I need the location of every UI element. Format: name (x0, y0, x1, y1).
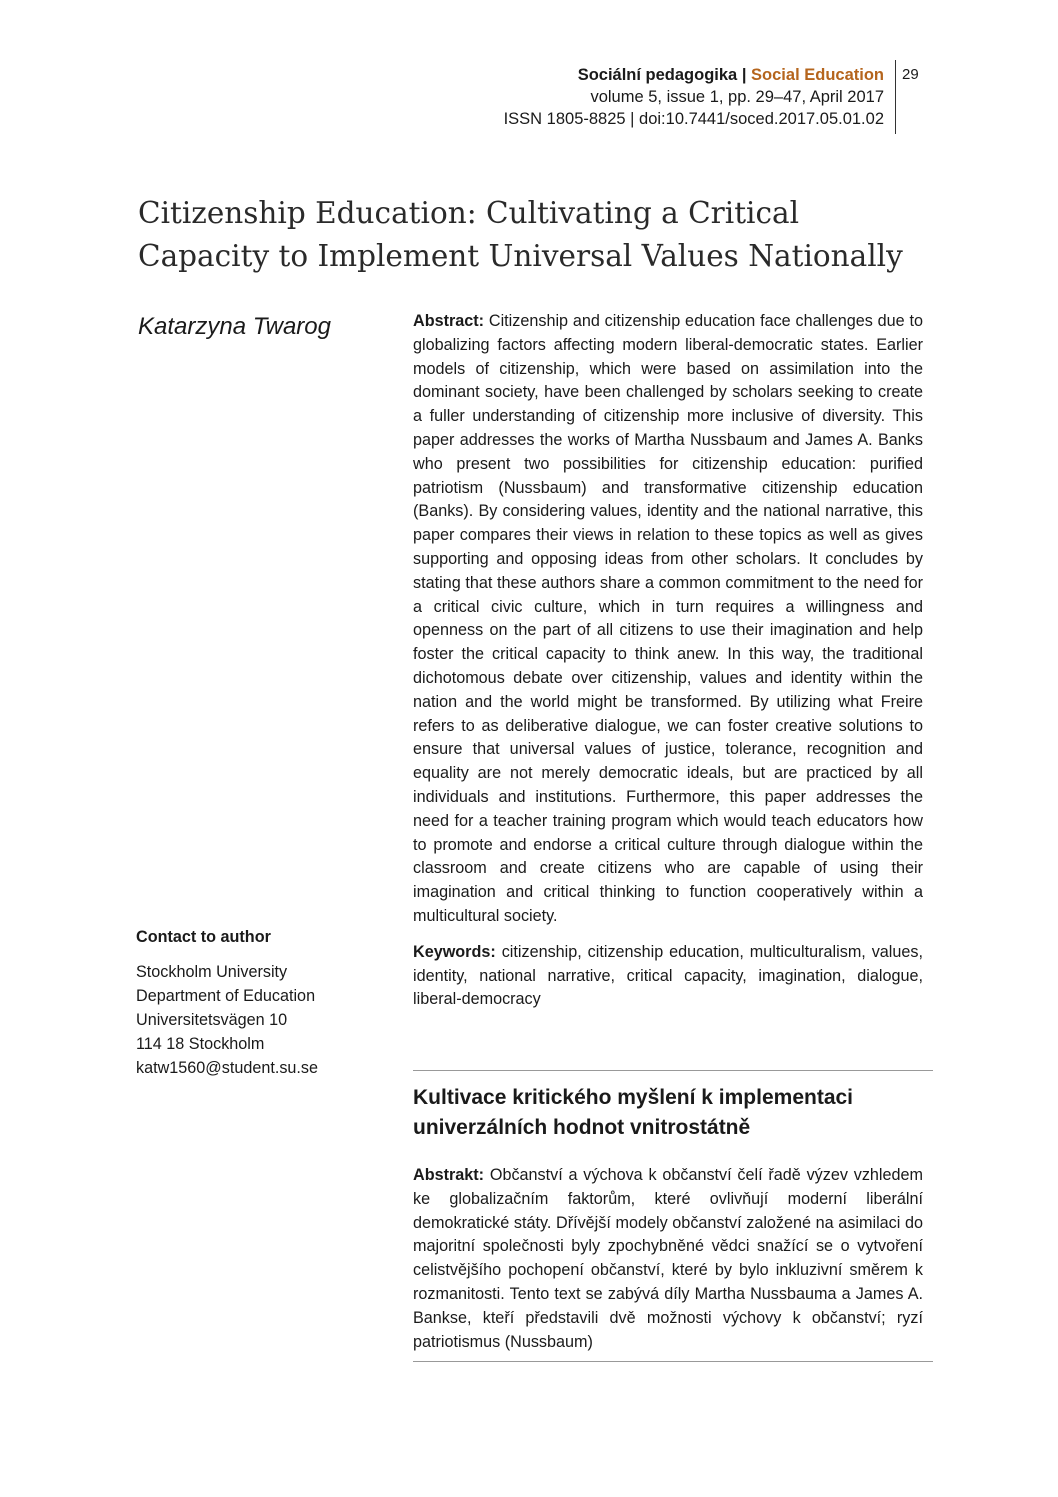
keywords-divider (413, 1070, 933, 1071)
journal-header (504, 64, 884, 130)
contact-university: Stockholm University (136, 963, 288, 981)
journal-name-line (504, 64, 884, 86)
keywords-text: citizenship, citizenship education, multiculturalism, values, identity, national narrative, critical capacity, imagination, dialogue, liberal-democracy (413, 942, 924, 1009)
contact-city: 114 18 Stockholm (136, 1035, 265, 1053)
abstract-section (413, 310, 923, 1012)
page-number: 29 (902, 66, 919, 83)
keywords-paragraph (413, 941, 923, 1012)
czech-abstract-text: Občanství a výchova k občanství čelí řadě výzev vzhledem ke globalizačním faktorům, které ovlivňují moderní liberální demokratické státy. Dřívější modely občanství založené na asimilaci do majoritní společnosti byly zpochybněné vědci snažící se o vytvoření celistvějšího pochopení občanství, které by bylo inkluzivní směrem k rozmanitosti. Tento text se zabývá díly Martha Nussbauma a James A. Bankse, kteří představili dvě možnosti výchovy k občanství; ryzí patriotismus (Nussbaum) (413, 1166, 924, 1351)
abstract-paragraph (413, 310, 923, 929)
contact-department: Department of Education (136, 987, 316, 1005)
contact-street: Universitetsvägen 10 (136, 1011, 288, 1029)
contact-email[interactable]: katw1560@student.su.se (136, 1059, 319, 1077)
author-name: Katarzyna Twarog (138, 313, 331, 340)
journal-title-separator: | (741, 66, 747, 84)
contact-heading: Contact to author (136, 928, 271, 946)
czech-abstract-divider (413, 1361, 933, 1362)
abstract-text: Citizenship and citizenship education face challenges due to globalizing factors affecting modern liberal-democratic states. Earlier models of citizenship, which were based on assimilation into the dominant society, have been challenged by scholars seeking to create a fuller understanding of citizenship more inclusive of diversity. This paper addresses the works of Martha Nussbaum and James A. Banks who present two possibilities for citizenship education: purified patriotism (Nussbaum) and transformative citizenship education (Banks). By considering values, identity and the national narrative, this paper compares their views in relation to these topics as well as gives supporting and opposing ideas from other scholars. It concludes by stating that these authors share a common commitment to the need for a critical civic culture, which in turn requires a willingness and openness on the part of all citizens to use their imagination and help foster the critical capacity to think anew. In this way, the traditional dichotomous debate over citizenship, values and identity within the nation and the world might be transformed. By utilizing what Freire refers to as deliberative dialogue, we can foster creative solutions to ensure that universal values of justice, tolerance, recognition and equality are not merely democratic ideals, but are practiced by all individuals and institutions. Furthermore, this paper addresses the need for a teacher training program which would teach educators how to promote and endorse a critical culture through dialogue within the classroom and create citizens who are capable of using their imagination and critical thinking to function cooperatively within a multicultural society. (413, 312, 923, 925)
journal-title-english: Social Education (751, 66, 884, 84)
issn-doi: ISSN 1805-8825 | doi:10.7441/soced.2017.05.01.02 (503, 110, 884, 128)
article-title: Citizenship Education: Cultivating a Critical Capacity to Implement Universal Values Nationally (138, 196, 903, 273)
keywords-label: Keywords: (413, 942, 496, 961)
contact-block (136, 925, 396, 1080)
journal-title-czech: Sociální pedagogika (577, 66, 738, 84)
volume-info: volume 5, issue 1, pp. 29–47, April 2017 (590, 88, 884, 106)
czech-abstract-label: Abstrakt: (413, 1166, 485, 1184)
czech-abstract-paragraph (413, 1164, 923, 1354)
abstract-label: Abstract: (413, 312, 485, 330)
czech-title: Kultivace kritického myšlení k implementaci univerzálních hodnot vnitrostátně (413, 1086, 854, 1139)
header-vertical-rule (895, 60, 896, 134)
